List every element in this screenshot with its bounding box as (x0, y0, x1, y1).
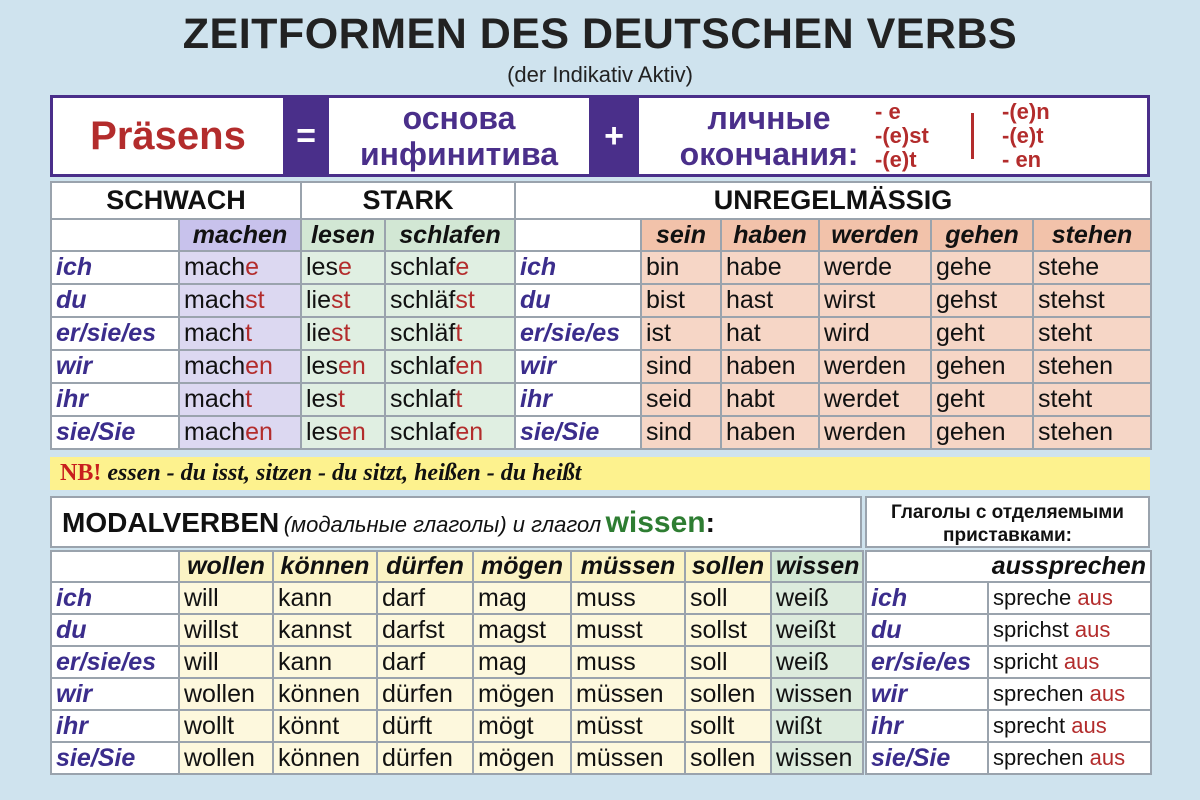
conjugated-form: weiß (771, 582, 863, 614)
conjugated-form (301, 416, 385, 449)
present-conjugation-table (50, 181, 1152, 450)
pronoun: sie/Sie (51, 416, 179, 449)
conjugated-form: bin (641, 251, 721, 284)
conjugated-form: werden (819, 350, 931, 383)
ending: -(e)n (1002, 99, 1050, 124)
conjugated-form: werden (819, 416, 931, 449)
endings-divider (971, 113, 974, 159)
conjugated-form (385, 383, 515, 416)
verb-stem: sprecht (993, 713, 1066, 738)
pronoun: ihr (515, 383, 641, 416)
verb-stem: mach (184, 253, 246, 281)
conjugated-form: will (179, 582, 273, 614)
verb-ending: st (455, 286, 475, 314)
pronoun: er/sie/es (866, 646, 988, 678)
conjugated-form: gehe (931, 251, 1033, 284)
verb-ending: st (245, 286, 265, 314)
conjugated-form: soll (685, 646, 771, 678)
conjugated-form: wollen (179, 678, 273, 710)
conjugated-form: darfst (377, 614, 473, 646)
nb-text: essen - du isst, sitzen - du sitzt, heißen - du heißt (107, 460, 582, 486)
ending: -(e)t (875, 147, 917, 172)
conjugated-form: kann (273, 582, 377, 614)
verb-header-können: können (273, 551, 377, 582)
pronoun: wir (51, 350, 179, 383)
conjugated-form: mögen (473, 678, 571, 710)
conjugated-form: steht (1033, 317, 1151, 350)
verb-stem: sprichst (993, 617, 1069, 642)
tense-name: Präsens (90, 113, 246, 158)
pronoun: er/sie/es (51, 646, 179, 678)
verb-header-machen: machen (179, 219, 301, 251)
group-strong: STARK (301, 182, 515, 219)
conjugated-form (988, 646, 1151, 678)
verb-header-dürfen: dürfen (377, 551, 473, 582)
conjugated-form (385, 251, 515, 284)
verb-ending: t (455, 319, 463, 347)
conjugated-form: willst (179, 614, 273, 646)
conjugated-form: wissen (771, 742, 863, 774)
pronoun: du (51, 614, 179, 646)
verb-ending: e (455, 253, 470, 281)
conjugated-form: müssen (571, 742, 685, 774)
conjugated-form: dürft (377, 710, 473, 742)
verb-stem: schlaf (390, 385, 456, 413)
conjugated-form: wird (819, 317, 931, 350)
pronoun: sie/Sie (51, 742, 179, 774)
pronoun: du (866, 614, 988, 646)
conjugated-form: könnt (273, 710, 377, 742)
empty-cell (51, 551, 179, 582)
modal-wissen-word: wissen (605, 506, 706, 539)
conjugated-form: mag (473, 582, 571, 614)
empty-cell (515, 219, 641, 251)
conjugated-form: muss (571, 582, 685, 614)
tense-box (50, 95, 286, 177)
conjugated-form (988, 582, 1151, 614)
conjugated-form (301, 383, 385, 416)
conjugated-form (385, 317, 515, 350)
conjugated-form (301, 284, 385, 317)
empty-cell (51, 219, 179, 251)
conjugated-form: mögen (473, 742, 571, 774)
endings-box (636, 95, 1150, 177)
endings-label-1: личные (707, 100, 831, 136)
stem-box (326, 95, 592, 177)
pronoun: du (51, 284, 179, 317)
verb-header-müssen: müssen (571, 551, 685, 582)
verb-stem: mach (184, 352, 246, 380)
verb-stem: mach (184, 319, 246, 347)
conjugated-form (988, 742, 1151, 774)
verb-stem: schlaf (390, 253, 456, 281)
conjugated-form: stehen (1033, 416, 1151, 449)
verb-ending: en (337, 418, 366, 446)
conjugated-form: weißt (771, 614, 863, 646)
verb-ending: st (331, 319, 351, 347)
verb-ending: en (337, 352, 366, 380)
pronoun: ihr (51, 383, 179, 416)
verb-header-stehen: stehen (1033, 219, 1151, 251)
equals-sign: = (286, 95, 326, 177)
verb-header-aussprechen: aussprechen (866, 551, 1151, 582)
conjugated-form (179, 317, 301, 350)
conjugated-form: können (273, 678, 377, 710)
verb-ending: en (455, 352, 484, 380)
modal-subtitle: (модальные глаголы) и глагол (283, 512, 602, 537)
separable-prefix: aus (1063, 649, 1100, 674)
conjugated-form (385, 350, 515, 383)
conjugated-form: ist (641, 317, 721, 350)
verb-ending: en (245, 418, 273, 446)
conjugated-form: werdet (819, 383, 931, 416)
conjugated-form: wissen (771, 678, 863, 710)
verb-stem: les (306, 253, 338, 281)
pronoun: sie/Sie (515, 416, 641, 449)
pronoun: ich (51, 582, 179, 614)
ending: -(e)t (1002, 123, 1044, 148)
verb-ending: t (337, 385, 345, 413)
verb-header-lesen: lesen (301, 219, 385, 251)
verb-header-wissen: wissen (771, 551, 863, 582)
conjugated-form (301, 350, 385, 383)
verb-stem: spreche (993, 585, 1072, 610)
pronoun: ihr (866, 710, 988, 742)
page-subtitle: (der Indikativ Aktiv) (507, 62, 693, 87)
verb-ending: t (245, 319, 253, 347)
verb-stem: sprechen (993, 681, 1084, 706)
pronoun: ihr (51, 710, 179, 742)
nb-label: NB! (60, 460, 102, 486)
conjugated-form: dürfen (377, 678, 473, 710)
modal-conjugation-table (50, 550, 864, 775)
conjugated-form: wirst (819, 284, 931, 317)
verb-stem: schläf (390, 286, 456, 314)
verb-stem: les (306, 418, 338, 446)
pronoun: ich (866, 582, 988, 614)
conjugated-form: hast (721, 284, 819, 317)
conjugated-form: will (179, 646, 273, 678)
conjugated-form: mögt (473, 710, 571, 742)
verb-ending: t (245, 385, 253, 413)
verb-stem: mach (184, 385, 246, 413)
conjugated-form: habe (721, 251, 819, 284)
verb-header-gehen: gehen (931, 219, 1033, 251)
conjugated-form (179, 284, 301, 317)
conjugated-form: gehen (931, 416, 1033, 449)
verb-header-wollen: wollen (179, 551, 273, 582)
group-weak: SCHWACH (51, 182, 301, 219)
conjugated-form: geht (931, 317, 1033, 350)
verb-ending: st (331, 286, 351, 314)
modal-header (50, 496, 862, 548)
ending: - e (875, 99, 901, 124)
separable-conjugation-table (865, 550, 1152, 775)
verb-stem: les (306, 385, 338, 413)
conjugated-form: sind (641, 350, 721, 383)
conjugated-form: geht (931, 383, 1033, 416)
group-irregular: UNREGELMÄSSIG (515, 182, 1151, 219)
modal-title: MODALVERBEN (62, 507, 280, 538)
conjugated-form: steht (1033, 383, 1151, 416)
verb-stem: les (306, 352, 338, 380)
separable-prefix: aus (1071, 713, 1107, 738)
conjugated-form (988, 678, 1151, 710)
verb-stem: mach (184, 286, 246, 314)
conjugated-form: bist (641, 284, 721, 317)
conjugated-form (385, 416, 515, 449)
conjugated-form (988, 710, 1151, 742)
conjugated-form: sollen (685, 678, 771, 710)
verb-header-sein: sein (641, 219, 721, 251)
verb-ending: e (337, 253, 352, 281)
conjugated-form: wollen (179, 742, 273, 774)
separable-header (865, 496, 1150, 548)
conjugated-form: stehe (1033, 251, 1151, 284)
verb-stem: schlaf (390, 418, 456, 446)
conjugated-form: darf (377, 582, 473, 614)
separable-prefix: aus (1077, 585, 1113, 610)
verb-header-schlafen: schlafen (385, 219, 515, 251)
conjugated-form: wißt (771, 710, 863, 742)
separable-prefix: aus (1089, 745, 1126, 770)
pronoun: er/sie/es (515, 317, 641, 350)
separable-title-1: Глаголы с отделяемыми (891, 502, 1124, 523)
plural-endings (1002, 100, 1050, 172)
conjugated-form: müsst (571, 710, 685, 742)
conjugated-form (301, 317, 385, 350)
stem-line-2: инфинитива (359, 136, 559, 172)
conjugated-form: muss (571, 646, 685, 678)
conjugated-form: haben (721, 416, 819, 449)
verb-ending: en (245, 352, 273, 380)
verb-stem: schlaf (390, 352, 456, 380)
verb-stem: schläf (390, 319, 456, 347)
conjugated-form: stehst (1033, 284, 1151, 317)
verb-stem: lie (306, 286, 332, 314)
separable-title-2: приставками: (942, 525, 1073, 546)
modal-colon: : (705, 507, 715, 538)
verb-stem: mach (184, 418, 246, 446)
conjugated-form (179, 383, 301, 416)
conjugated-form: dürfen (377, 742, 473, 774)
conjugated-form: hat (721, 317, 819, 350)
verb-ending: t (455, 385, 463, 413)
conjugated-form (988, 614, 1151, 646)
pronoun: du (515, 284, 641, 317)
verb-header-haben: haben (721, 219, 819, 251)
conjugated-form: sollen (685, 742, 771, 774)
conjugated-form (385, 284, 515, 317)
conjugated-form (179, 416, 301, 449)
verb-header-werden: werden (819, 219, 931, 251)
pronoun: wir (866, 678, 988, 710)
pronoun: ich (51, 251, 179, 284)
conjugated-form: werde (819, 251, 931, 284)
verb-header-mögen: mögen (473, 551, 571, 582)
ending: -(e)st (875, 123, 929, 148)
conjugated-form: darf (377, 646, 473, 678)
conjugated-form: seid (641, 383, 721, 416)
present-tense-formula (50, 95, 1150, 177)
conjugated-form: stehen (1033, 350, 1151, 383)
conjugated-form: gehst (931, 284, 1033, 317)
pronoun: wir (51, 678, 179, 710)
conjugated-form: kannst (273, 614, 377, 646)
stem-line-1: основа (402, 100, 516, 136)
singular-endings (875, 100, 971, 172)
verb-stem: lie (306, 319, 332, 347)
plus-sign: + (592, 95, 636, 177)
conjugated-form: können (273, 742, 377, 774)
endings-label-2: окончания: (679, 136, 859, 172)
nb-note (50, 457, 1150, 490)
conjugated-form: weiß (771, 646, 863, 678)
conjugated-form (179, 251, 301, 284)
pronoun: er/sie/es (51, 317, 179, 350)
conjugated-form: müssen (571, 678, 685, 710)
verb-ending: e (245, 253, 260, 281)
conjugated-form: musst (571, 614, 685, 646)
conjugated-form: soll (685, 582, 771, 614)
conjugated-form: wollt (179, 710, 273, 742)
conjugated-form: mag (473, 646, 571, 678)
verb-stem: sprechen (993, 745, 1084, 770)
conjugated-form (301, 251, 385, 284)
verb-stem: spricht (993, 649, 1058, 674)
conjugated-form: kann (273, 646, 377, 678)
pronoun: sie/Sie (866, 742, 988, 774)
conjugated-form: sind (641, 416, 721, 449)
pronoun: wir (515, 350, 641, 383)
pronoun: ich (515, 251, 641, 284)
conjugated-form (179, 350, 301, 383)
conjugated-form: habt (721, 383, 819, 416)
conjugated-form: sollt (685, 710, 771, 742)
ending: - en (1002, 147, 1042, 172)
conjugated-form: magst (473, 614, 571, 646)
page-title: ZEITFORMEN DES DEUTSCHEN VERBS (182, 10, 1018, 58)
conjugated-form: sollst (685, 614, 771, 646)
conjugated-form: haben (721, 350, 819, 383)
verb-header-sollen: sollen (685, 551, 771, 582)
verb-ending: en (455, 418, 484, 446)
separable-prefix: aus (1089, 681, 1126, 706)
conjugated-form: gehen (931, 350, 1033, 383)
separable-prefix: aus (1074, 617, 1111, 642)
